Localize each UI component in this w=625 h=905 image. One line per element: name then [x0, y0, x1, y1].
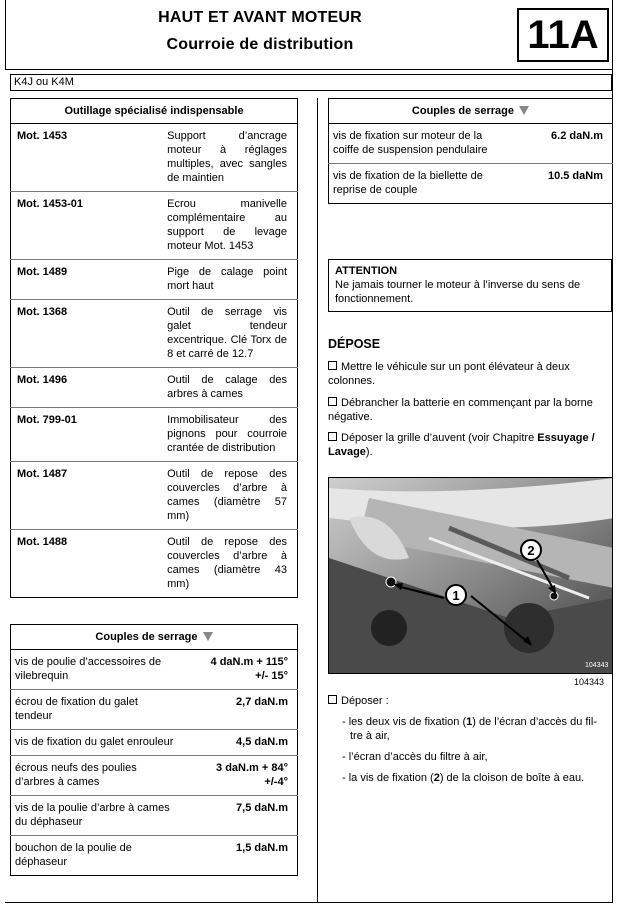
torque-item: vis de fixation sur moteur de la coiffe de suspension pendulaire	[333, 130, 488, 156]
column-divider	[317, 98, 318, 903]
step-text: Déposer :	[341, 695, 389, 707]
checkbox-icon	[328, 695, 337, 704]
sub-item: - l’écran d’accès du filtre à air,	[342, 751, 488, 763]
table-row	[11, 690, 298, 730]
sub-text: ) de la cloison de boîte à eau.	[439, 772, 585, 784]
torque-value: 10.5 daNm	[497, 164, 613, 204]
torque-item: bouchon de la poulie de déphaseur	[11, 836, 180, 876]
torque-value: 4 daN.m + 115° +/- 15°	[210, 656, 288, 682]
table-row	[11, 462, 298, 530]
torque-item: vis de fixation du galet enrouleur	[11, 730, 180, 756]
torque-table-right	[328, 98, 613, 204]
tooling-table-title: Outillage spécialisé indispensable	[11, 99, 298, 124]
sub-item-continued: tre à air,	[350, 730, 390, 742]
table-row	[11, 530, 298, 598]
step-text-bold: Essuyage / Lavage	[328, 432, 595, 458]
attention-box	[328, 259, 612, 312]
tool-reference: Mot. 799-01	[11, 408, 164, 462]
tool-description: Ecrou manivelle complémentaire au support de levage moteur Mot. 1453	[163, 192, 297, 260]
step-text-suffix: ).	[365, 446, 373, 458]
photo-code: 104343	[574, 677, 605, 687]
torque-item: vis de la poulie d’arbre à cames du déphaseur	[11, 796, 180, 836]
sub-text: - les deux vis de fixation (	[342, 716, 467, 728]
table-row	[11, 408, 298, 462]
torque-table-main	[10, 624, 298, 876]
sub-item	[342, 771, 584, 785]
torque-table-right-title: Couples de serrage	[329, 99, 613, 124]
step-item	[328, 360, 608, 388]
tool-description: Immobilisateur des pignons pour courroie crantée de distribution	[163, 408, 297, 462]
callout-1-label: 1	[452, 588, 460, 603]
engine-photo-illustration	[329, 478, 613, 674]
step-item	[328, 431, 608, 459]
table-row	[11, 730, 298, 756]
step-text: Débrancher la batterie en commençant par la borne négative.	[328, 397, 593, 423]
sub-text-bold: 1	[466, 716, 473, 728]
photo-inner-code: 104343	[585, 662, 609, 669]
tool-reference: Mot. 1488	[11, 530, 164, 598]
sub-text: - la vis de fixation (	[342, 772, 434, 784]
sub-item	[342, 715, 597, 729]
tool-reference: Mot. 1368	[11, 300, 164, 368]
table-row	[11, 368, 298, 408]
sub-text-bold: 2	[433, 772, 440, 784]
tool-reference: Mot. 1489	[11, 260, 164, 300]
table-row	[11, 124, 298, 192]
table-row	[11, 192, 298, 260]
torque-value: 7,5 daN.m	[179, 796, 298, 836]
table-row	[329, 164, 613, 204]
table-row	[11, 836, 298, 876]
tool-reference: Mot. 1453-01	[11, 192, 164, 260]
torque-value: 4,5 daN.m	[179, 730, 298, 756]
tool-reference: Mot. 1496	[11, 368, 164, 408]
table-row	[11, 650, 298, 690]
torque-value: 3 daN.m + 84° +/-4°	[179, 756, 298, 796]
table-row	[11, 796, 298, 836]
tool-description: Support d’ancrage moteur à réglages multiples, avec sangles de maintien	[167, 130, 287, 184]
tool-description: Outil de serrage vis galet tendeur excentrique. Clé Torx de 8 et carré de 12.7	[163, 300, 297, 368]
step-item	[328, 396, 608, 424]
depose-heading: DÉPOSE	[328, 337, 381, 351]
tool-reference: Mot. 1487	[11, 462, 164, 530]
tool-description: Outil de repose des couvercles d’arbre à cames (diamètre 57 mm)	[163, 462, 297, 530]
torque-item: écrou de fixation du galet tendeur	[11, 690, 180, 730]
page-subtitle: Courroie de distribution	[166, 36, 354, 53]
callout-2-label: 2	[527, 543, 535, 558]
table-row	[11, 300, 298, 368]
table-row	[11, 260, 298, 300]
step-text: Mettre le véhicule sur un pont élévateur à deux colonnes.	[328, 361, 570, 387]
checkbox-icon	[328, 397, 337, 406]
torque-item: vis de fixation de la biellette de reprise de couple	[329, 164, 498, 204]
section-badge: 11A	[517, 8, 609, 62]
engine-photo	[328, 477, 613, 674]
attention-heading: ATTENTION	[335, 265, 398, 277]
tool-description: Outil de calage des arbres à cames	[163, 368, 297, 408]
page-title: HAUT ET AVANT MOTEUR	[158, 9, 362, 26]
torque-item: écrous neufs des poulies d’arbres à cames	[11, 756, 180, 796]
torque-table-title: Couples de serrage	[11, 625, 298, 650]
table-row	[11, 756, 298, 796]
tool-description: Pige de calage point mort haut	[163, 260, 297, 300]
torque-triangle-icon	[203, 632, 213, 641]
torque-triangle-icon	[519, 106, 529, 115]
checkbox-icon	[328, 361, 337, 370]
step-text: Déposer la grille d’auvent (voir Chapitre	[341, 432, 538, 444]
tooling-table	[10, 98, 298, 598]
tool-reference: Mot. 1453	[17, 130, 68, 142]
engine-models-bar: K4J ou K4M	[10, 74, 612, 91]
sub-text: ) de l’écran d’accès du fil-	[472, 716, 597, 728]
table-row	[329, 124, 613, 164]
attention-text: Ne jamais tourner le moteur à l’inverse du sens de fonctionnement.	[335, 279, 581, 305]
page-bottom-border	[5, 902, 613, 903]
torque-item: vis de poulie d’accessoires de vilebrequin	[15, 656, 162, 682]
torque-value: 2,7 daN.m	[179, 690, 298, 730]
step-item	[328, 694, 608, 708]
torque-value: 1,5 daN.m	[179, 836, 298, 876]
checkbox-icon	[328, 432, 337, 441]
torque-value: 6.2 daN.m	[551, 130, 603, 142]
tool-description: Outil de repose des couvercles d’arbre à cames (diamètre 43 mm)	[163, 530, 297, 598]
